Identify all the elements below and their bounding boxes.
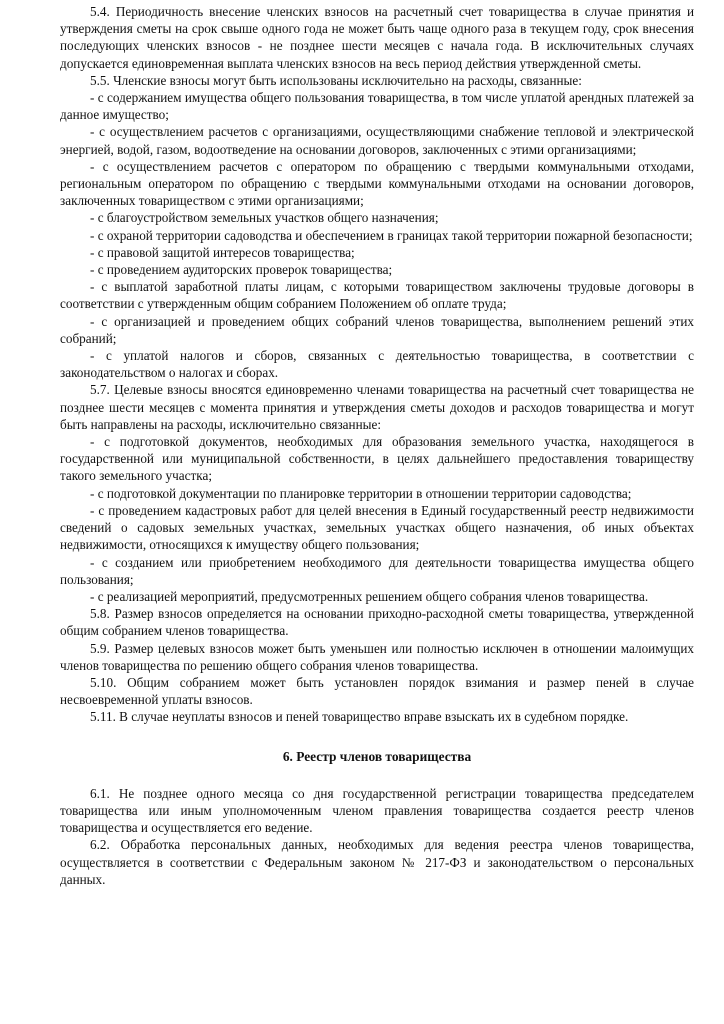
list-item: - с выплатой заработной платы лицам, с которыми товариществом заключены трудовые договоры в соответствии с утвержденным общим собранием Положением об оплате труда; (60, 279, 694, 312)
list-item: - с подготовкой документов, необходимых для образования земельного участка, находящегося в государственной или муниципальной собственности, в целях дальнейшего предоставления товариществу такого земельного участка; (60, 434, 694, 484)
list-item: - с созданием или приобретением необходимого для деятельности товарищества имущества общего пользования; (60, 554, 694, 587)
list-item: - с проведением кадастровых работ для целей внесения в Единый государственный реестр недвижимости сведений о садовых земельных участках, земельных участках общего назначения, об иных объектах недвижимости, относящихся к имуществу общего пользования; (60, 502, 694, 553)
paragraph-5-9: 5.9. Размер целевых взносов может быть уменьшен или полностью исключен в отношении малоимущих членов товарищества по решению общего собрания членов товарищества. (60, 640, 694, 673)
section-5-body (60, 3, 694, 726)
list-item: - с осуществлением расчетов с оператором по обращению с твердыми коммунальными отходами, региональным оператором по обращению с твердыми коммунальными отходами на основании договоров, заключенных товариществом с этими организациями; (60, 158, 694, 209)
list-item: - с проведением аудиторских проверок товарищества; (90, 262, 393, 278)
list-item: - с подготовкой документации по планировке территории в отношении территории садоводства; (90, 485, 632, 501)
paragraph-5-5: 5.5. Членские взносы могут быть использованы исключительно на расходы, связанные: (90, 72, 582, 88)
list-item: - с осуществлением расчетов с организациями, осуществляющими снабжение тепловой и электрической энергией, водой, газом, водоотведение на основании договоров, заключенных с этими организациями; (60, 124, 694, 157)
paragraph-5-8: 5.8. Размер взносов определяется на основании приходно-расходной сметы товарищества, утвержденной общим собранием членов товарищества. (60, 606, 694, 639)
paragraph-5-4: 5.4. Периодичность внесение членских взносов на расчетный счет товарищества в случае принятия и утверждения сметы на срок свыше одного года не может быть чаще одного раза в текущем году, срок внесения последующих членских взносов - не позднее шести месяцев с начала года. В исключительных случаях допускается единовременная выплата членских взносов на весь период действия утвержденной сметы. (60, 4, 694, 71)
list-item: - с благоустройством земельных участков общего назначения; (90, 210, 439, 226)
paragraph-6-2: 6.2. Обработка персональных данных, необходимых для ведения реестра членов товарищества, осуществляется в соответствии с Федеральным законом № 217-ФЗ и законодательством о персональных данных. (60, 837, 694, 887)
section-6-body (60, 785, 694, 888)
list-item: - с охраной территории садоводства и обеспечением в границах такой территории пожарной безопасности; (90, 227, 693, 243)
list-item: - с содержанием имущества общего пользования товарищества, в том числе уплатой арендных платежей за данное имущество; (60, 90, 694, 123)
list-item: - с реализацией мероприятий, предусмотренных решением общего собрания членов товарищества. (90, 588, 649, 604)
paragraph-5-11: 5.11. В случае неуплаты взносов и пеней товарищество вправе взыскать их в судебном порядке. (90, 709, 629, 725)
list-item: - с правовой защитой интересов товарищества; (90, 244, 355, 260)
section-6-heading: 6. Реестр членов товарищества (282, 748, 472, 764)
list-item: - с уплатой налогов и сборов, связанных с деятельностью товарищества, в соответствии с законодательством о налогах и сборах. (60, 348, 694, 381)
paragraph-6-1: 6.1. Не позднее одного месяца со дня государственной регистрации товарищества председателем товарищества или иным уполномоченным членом правления товарищества создается реестр членов товарищества и осуществляется его ведение. (60, 785, 694, 836)
paragraph-5-7: 5.7. Целевые взносы вносятся единовременно членами товарищества на расчетный счет товарищества не позднее шести месяцев с момента принятия и утверждения сметы доходов и расходов товарищества и могут быть направлены на расходы, исключительно связанные: (60, 382, 694, 432)
list-item: - с организацией и проведением общих собраний членов товарищества, выполнением решений этих собраний; (60, 313, 694, 346)
paragraph-5-10: 5.10. Общим собранием может быть установлен порядок взимания и размер пеней в случае несвоевременной уплаты взносов. (60, 674, 694, 708)
